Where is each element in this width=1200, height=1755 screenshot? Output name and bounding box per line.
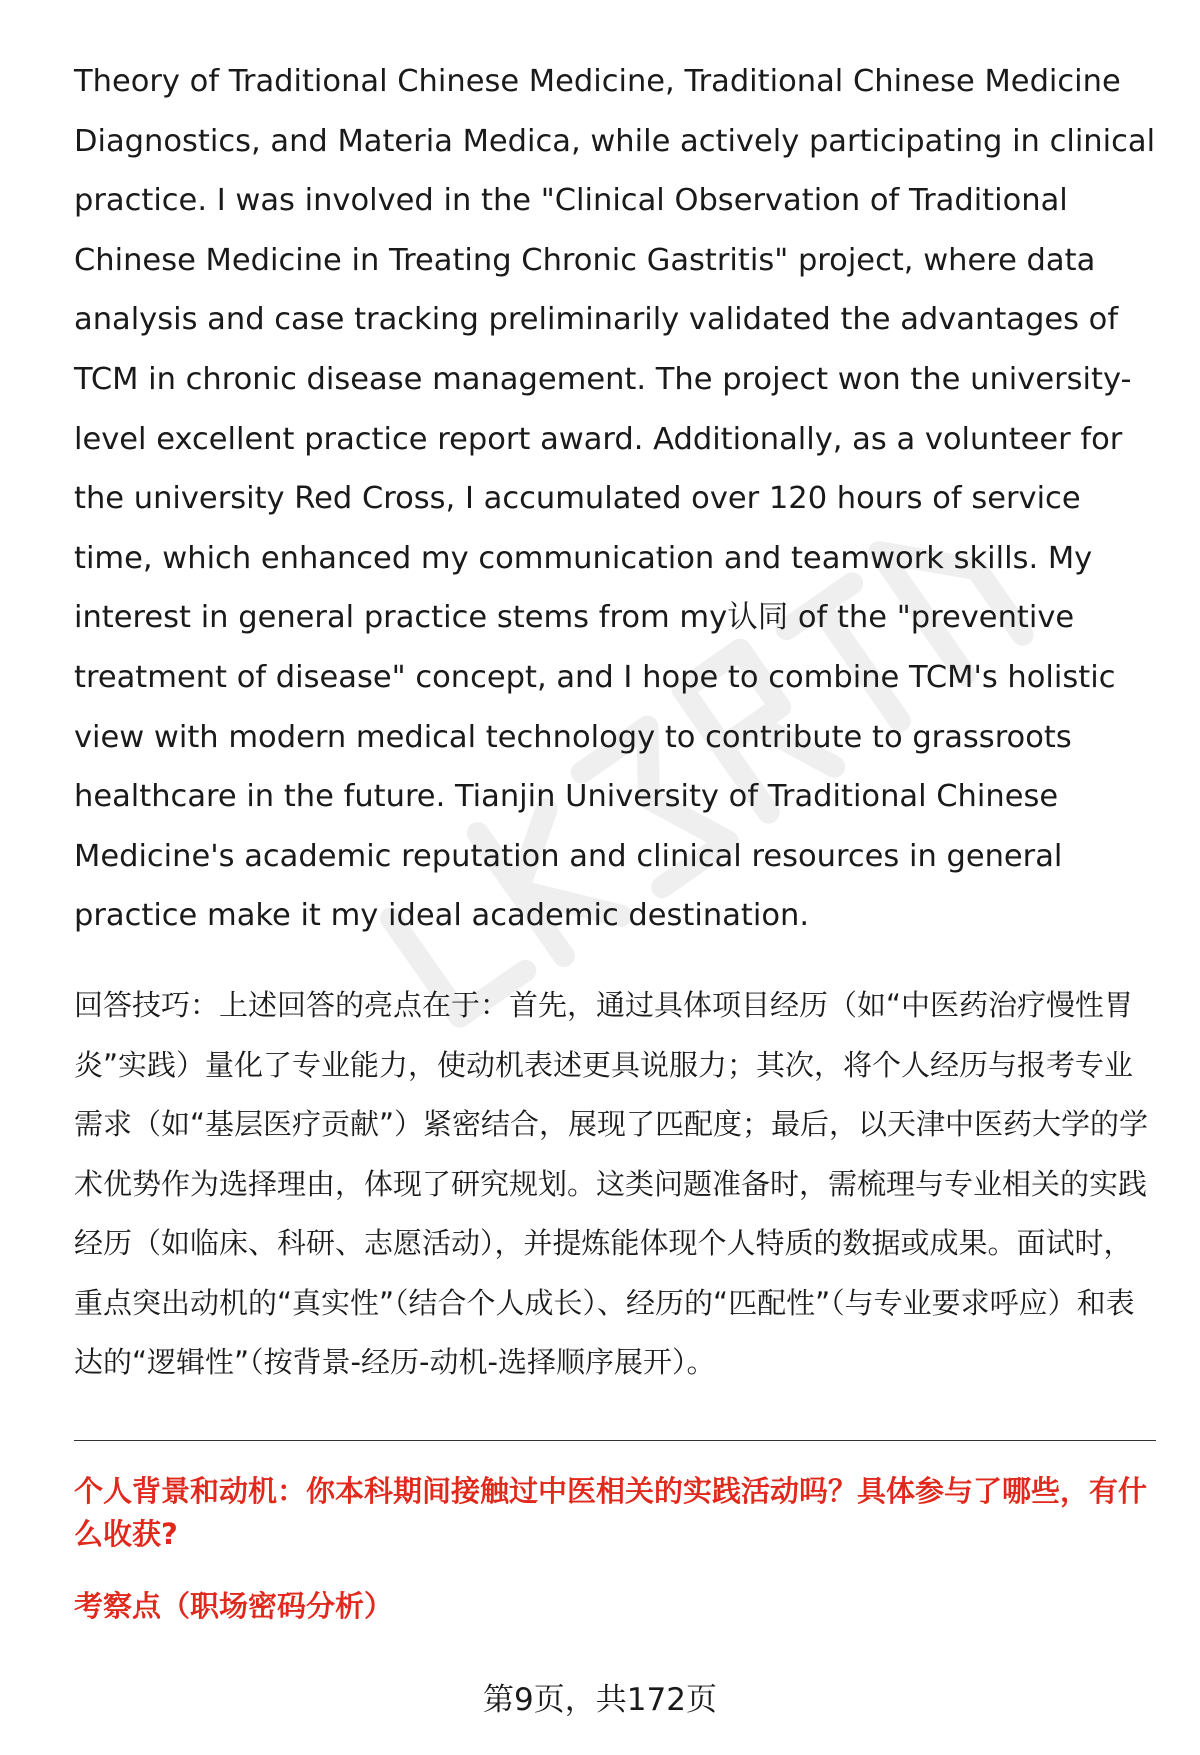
interview-question: 个人背景和动机：你本科期间接触过中医相关的实践活动吗？具体参与了哪些，有什么收获? — [74, 1474, 1148, 1551]
page-content — [74, 52, 1156, 1393]
answer-paragraph: Theory of Traditional Chinese Medicine, Traditional Chinese Medicine Diagnostics, and Materia Medica, while actively participating in clinical practice. I was involved in the "Clinical Observation of Traditional Chinese Medicine in Treating Chronic Gastritis" project, where data analysis and case tracking preliminarily validated the advantages of TCM in chronic disease management. The project won the university-level excellent practice report award. Additionally, as a volunteer for the university Red Cross, I accumulated over 120 hours of service time, which enhanced my communication and teamwork skills. My interest in general practice stems from my认同 of the "preventive treatment of disease" concept, and I hope to combine TCM's holistic view with modern medical technology to contribute to grassroots healthcare in the future. Tianjin University of Traditional Chinese Medicine's academic reputation and clinical resources in general practice make it my ideal academic destination. — [74, 64, 1156, 934]
section-divider — [74, 1440, 1156, 1441]
answer-tips — [74, 976, 1156, 1393]
section-heading: 考察点（职场密码分析） — [74, 1589, 394, 1623]
tips-label: 回答技巧： — [74, 987, 220, 1022]
page-number: 第9页，共172页 — [483, 1682, 717, 1718]
tips-text: 上述回答的亮点在于：首先，通过具体项目经历（如“中医药治疗慢性胃炎”实践）量化了专业能力，使动机表述更具说服力；其次，将个人经历与报考专业需求（如“基层医疗贡献”）紧密结合，展现了匹配度；最后，以天津中医药大学的学术优势作为选择理由，体现了研究规划。这类问题准备时，需梳理与专业相关的实践经历（如临床、科研、志愿活动），并提炼能体现个人特质的数据或成果。面试时，重点突出动机的“真实性”（结合个人成长）、经历的“匹配性”（与专业要求呼应）和表达的“逻辑性”（按背景-经历-动机-选择顺序展开）。 — [74, 987, 1149, 1380]
